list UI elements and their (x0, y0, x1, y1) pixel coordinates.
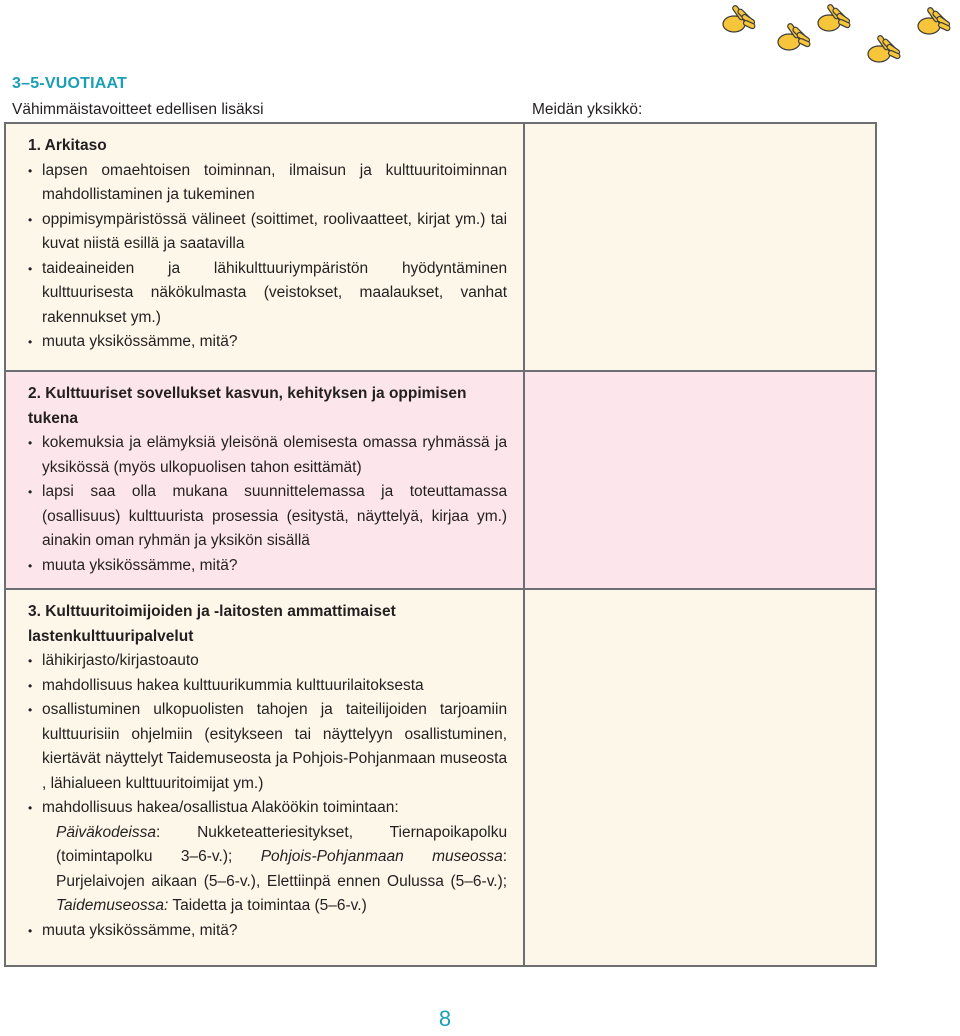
goals-table (4, 122, 877, 967)
venue-name: Päiväkodeissa (56, 823, 156, 841)
goal-cell (5, 123, 524, 371)
hand-icon (915, 4, 955, 36)
list-item: • kokemuksia ja elämyksiä yleisönä olemisesta omassa ryhmässä ja yksikössä (myös ulkopuolisen tahon esittämät) (28, 431, 507, 480)
alakooki-details (28, 821, 507, 919)
list-item: • mahdollisuus hakea kulttuurikummia kulttuurilaitoksesta (28, 674, 507, 699)
subtitle: Vähimmäistavoitteet edellisen lisäksi (12, 101, 264, 118)
table-row (5, 123, 876, 371)
table-row (5, 589, 876, 966)
list-item: • lapsen omaehtoisen toiminnan, ilmaisun ja kulttuuritoiminnan mahdollistaminen ja tukeminen (28, 159, 507, 208)
decorative-hands (720, 0, 960, 70)
list-item: • muuta yksikössämme, mitä? (28, 554, 507, 579)
venue-programs: Taidetta ja toimintaa (5–6-v.) (168, 897, 367, 914)
list-item: • muuta yksikössämme, mitä? (28, 919, 507, 944)
hand-icon (815, 1, 855, 33)
unit-notes-cell[interactable] (524, 371, 876, 589)
list-item: • lapsi saa olla mukana suunnittelemassa ja toteuttamassa (osallisuus) kulttuurista prosessia (esitystä, näyttelyä, kirjaa ym.) ainakin oman ryhmän ja yksikön sisällä (28, 480, 507, 554)
list-item: • muuta yksikössämme, mitä? (28, 330, 507, 355)
unit-column-title: Meidän yksikkö: (532, 101, 643, 118)
page-number: 8 (438, 1006, 452, 1031)
list-item: • oppimisympäristössä välineet (soittimet, roolivaatteet, kirjat ym.) tai kuvat niistä esillä ja saatavilla (28, 208, 507, 257)
list-item: • taideaineiden ja lähikulttuuriympäristön hyödyntäminen kulttuurisesta näkökulmasta (veistokset, maalaukset, vanhat rakennukset ym.) (28, 257, 507, 331)
list-item: • lähikirjasto/kirjastoauto (28, 649, 507, 674)
goal-cell (5, 371, 524, 589)
hand-icon (775, 20, 815, 52)
venue-name: Pohjois-Pohjanmaan museossa (260, 848, 503, 865)
unit-notes-cell[interactable] (524, 123, 876, 371)
venue-programs: : Nukketeatteriesitykset, Tiernapoikapolku (toimintapolku 3–6-v.); (56, 823, 508, 865)
list-item: • osallistuminen ulkopuolisten tahojen ja taiteilijoiden tarjoamiin kulttuurisiin ohjelmiin (esitykseen tai näyttelyyn osallistuminen, kiertävät näyttelyt Taidemuseosta ja Pohjois-Pohjanmaan museosta , lähialueen kulttuuritoimijat ym.) (28, 698, 507, 796)
venue-programs: : Purjelaivojen aikaan (5–6-v.), Elettiinpä ennen Oulussa (5–6-v.); (56, 848, 508, 890)
section-title: 1. Arkitaso (28, 137, 107, 154)
table-row (5, 371, 876, 589)
goal-cell (5, 589, 524, 966)
list-item: • mahdollisuus hakea/osallistua Alaköökin toimintaan: (28, 796, 507, 821)
age-group-title: 3–5-VUOTIAAT (12, 75, 128, 92)
venue-name: Taidemuseossa: (56, 897, 169, 914)
section-title: 3. Kulttuuritoimijoiden ja -laitosten ammattimaiset lastenkulttuuripalvelut (28, 603, 396, 645)
hand-icon (865, 32, 905, 64)
hand-icon (720, 2, 760, 34)
section-title: 2. Kulttuuriset sovellukset kasvun, kehityksen ja oppimisen tukena (28, 385, 467, 427)
unit-notes-cell[interactable] (524, 589, 876, 966)
